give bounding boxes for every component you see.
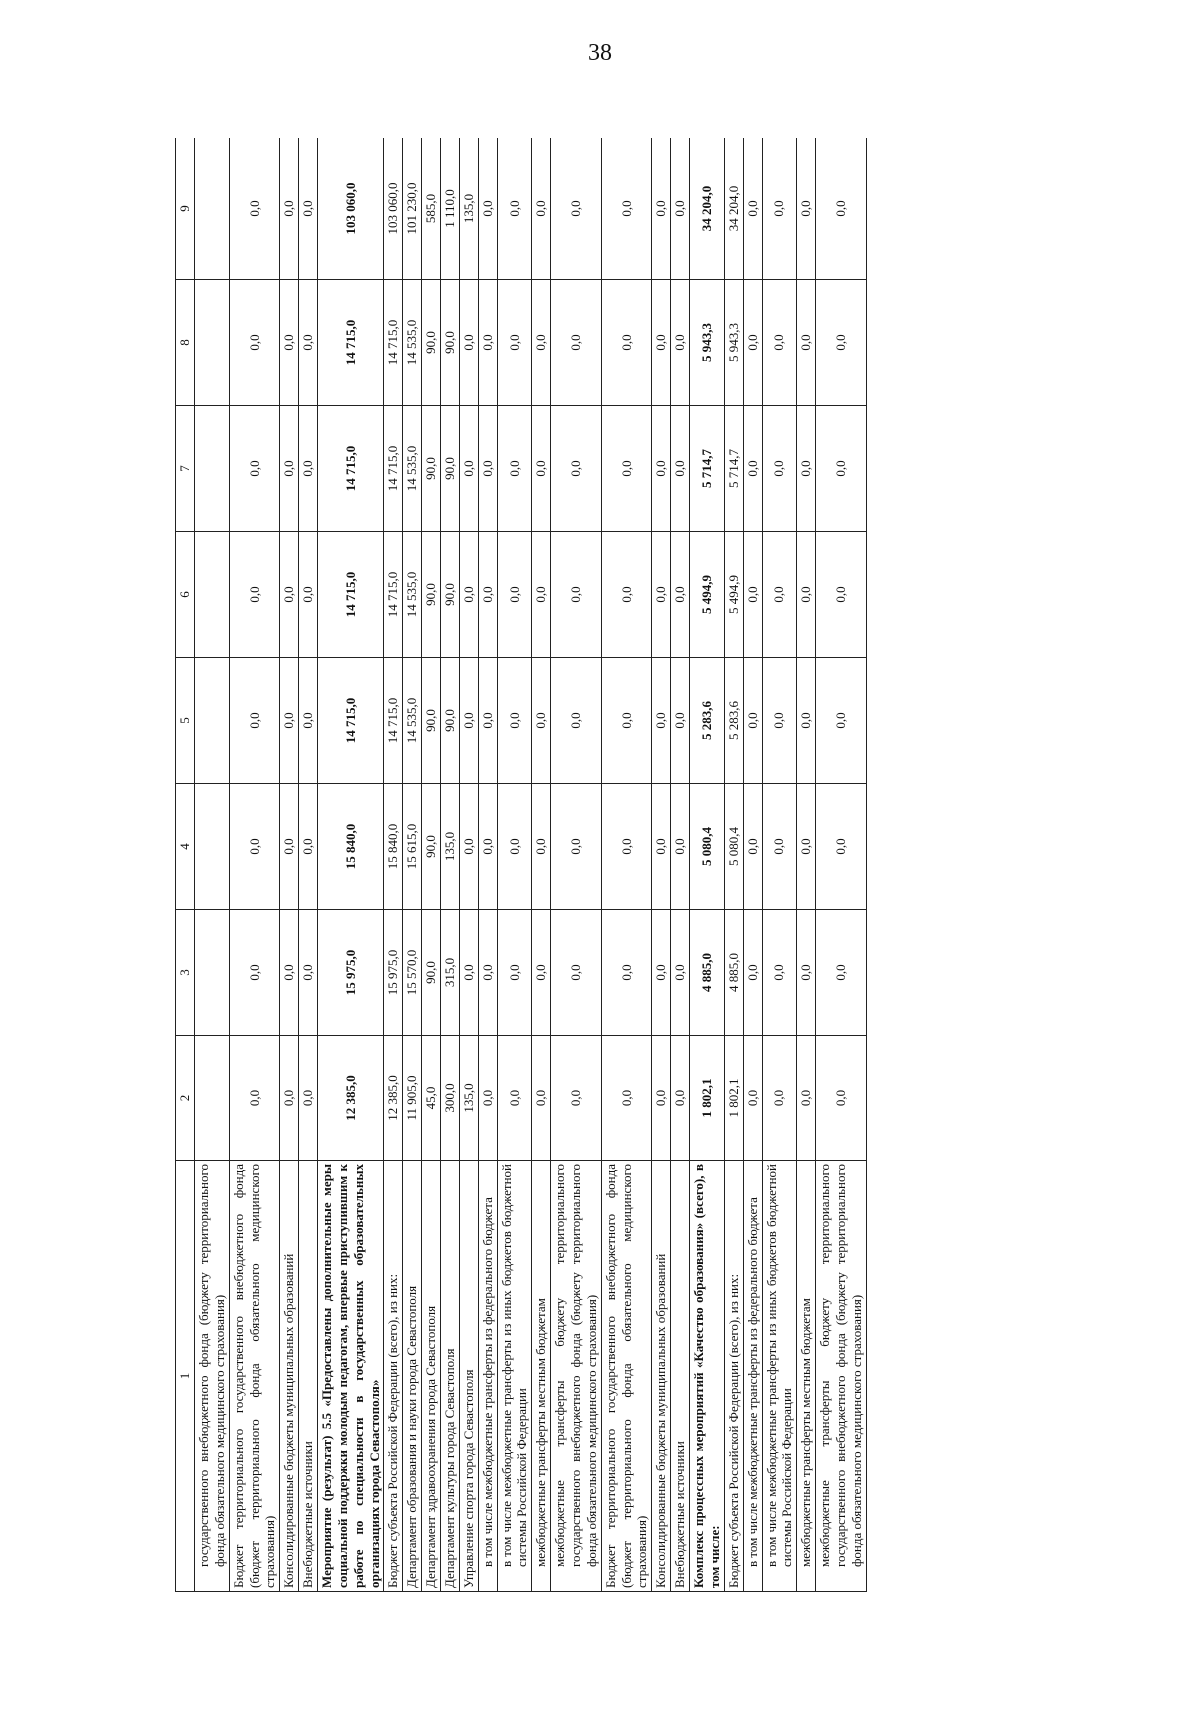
table-body (195, 138, 867, 1592)
table-cell: 34 204,0 (690, 138, 725, 280)
table-cell: 5 943,3 (724, 280, 743, 406)
table-cell: 0,0 (601, 138, 652, 280)
table-cell: 0,0 (280, 138, 299, 280)
row-label: Бюджет субъекта Российской Федерации (всего), из них: (384, 1161, 403, 1592)
table-cell: 0,0 (280, 658, 299, 784)
table-cell: 300,0 (441, 1036, 460, 1161)
table-cell: 0,0 (459, 784, 478, 910)
table-cell: 90,0 (441, 532, 460, 658)
table-cell: 12 385,0 (384, 1036, 403, 1161)
table-cell: 0,0 (816, 910, 867, 1036)
column-header: 1 (176, 1161, 195, 1592)
table-cell (195, 406, 230, 532)
table-row (816, 138, 867, 1592)
table-row (551, 138, 602, 1592)
table-cell: 135,0 (459, 1036, 478, 1161)
table-cell: 0,0 (280, 1036, 299, 1161)
table-cell: 5 714,7 (690, 406, 725, 532)
table-cell: 0,0 (797, 658, 816, 784)
table-cell: 0,0 (497, 280, 532, 406)
table-cell: 90,0 (422, 406, 441, 532)
table-cell: 0,0 (299, 910, 318, 1036)
table-cell: 0,0 (743, 138, 762, 280)
row-label: Внебюджетные источники (671, 1161, 690, 1592)
table-row (195, 138, 230, 1592)
table-cell: 14 535,0 (403, 658, 422, 784)
row-label: Бюджет территориального государственного внебюджетного фонда (бюджет территориального фонда обязательного медицинского страхования) (229, 1161, 280, 1592)
table-cell: 14 715,0 (384, 532, 403, 658)
row-label: Консолидированные бюджеты муниципальных образований (652, 1161, 671, 1592)
table-cell: 0,0 (762, 280, 797, 406)
table-cell: 0,0 (652, 784, 671, 910)
table-cell (195, 910, 230, 1036)
table-cell: 0,0 (652, 1036, 671, 1161)
table-cell: 0,0 (816, 784, 867, 910)
table-cell: 0,0 (816, 138, 867, 280)
table-cell: 0,0 (280, 910, 299, 1036)
table-cell: 0,0 (816, 406, 867, 532)
table-cell: 0,0 (478, 280, 497, 406)
table-cell: 0,0 (229, 658, 280, 784)
row-label: Бюджет территориального государственного внебюджетного фонда (бюджет территориального фонда обязательного медицинского страхования) (601, 1161, 652, 1592)
table-cell (195, 138, 230, 280)
row-label: в том числе межбюджетные трансферты из иных бюджетов бюджетной системы Российской Федерации (497, 1161, 532, 1592)
table-cell: 14 715,0 (384, 280, 403, 406)
table-cell: 0,0 (797, 910, 816, 1036)
table-cell: 0,0 (601, 1036, 652, 1161)
table-cell: 0,0 (671, 784, 690, 910)
table-cell: 0,0 (551, 658, 602, 784)
row-label: Бюджет субъекта Российской Федерации (всего), из них: (724, 1161, 743, 1592)
column-header: 3 (176, 910, 195, 1036)
table-cell: 90,0 (422, 784, 441, 910)
table-cell: 15 615,0 (403, 784, 422, 910)
table-cell: 0,0 (551, 406, 602, 532)
table-cell: 0,0 (497, 138, 532, 280)
table-row (762, 138, 797, 1592)
table-cell: 0,0 (671, 532, 690, 658)
column-header: 6 (176, 532, 195, 658)
table-cell: 0,0 (497, 1036, 532, 1161)
table-cell (195, 658, 230, 784)
table-cell: 0,0 (299, 784, 318, 910)
table-cell: 0,0 (601, 406, 652, 532)
table-cell: 0,0 (762, 910, 797, 1036)
table-cell: 0,0 (532, 280, 551, 406)
table-cell: 0,0 (743, 658, 762, 784)
table-row (459, 138, 478, 1592)
table-cell: 0,0 (551, 280, 602, 406)
table-row (318, 138, 384, 1592)
table-cell: 585,0 (422, 138, 441, 280)
table-cell: 0,0 (797, 532, 816, 658)
table-header-row (176, 138, 195, 1592)
table-cell: 0,0 (671, 910, 690, 1036)
table-cell: 0,0 (601, 910, 652, 1036)
table-cell: 0,0 (551, 784, 602, 910)
table-cell: 0,0 (762, 1036, 797, 1161)
table-cell: 0,0 (671, 138, 690, 280)
table-cell: 0,0 (652, 658, 671, 784)
table-cell: 0,0 (743, 784, 762, 910)
table-cell: 0,0 (229, 280, 280, 406)
table-cell: 14 535,0 (403, 532, 422, 658)
table-cell: 0,0 (478, 658, 497, 784)
table-cell: 0,0 (459, 280, 478, 406)
table-cell: 0,0 (459, 406, 478, 532)
column-header: 2 (176, 1036, 195, 1161)
column-header: 8 (176, 280, 195, 406)
table-cell: 0,0 (551, 532, 602, 658)
table-cell: 0,0 (497, 658, 532, 784)
table-cell (195, 532, 230, 658)
table-cell: 0,0 (229, 532, 280, 658)
table-row (652, 138, 671, 1592)
table-cell: 0,0 (671, 658, 690, 784)
table-row (532, 138, 551, 1592)
table-cell: 0,0 (532, 138, 551, 280)
table-row (671, 138, 690, 1592)
column-header: 5 (176, 658, 195, 784)
table-cell: 0,0 (478, 1036, 497, 1161)
table-cell: 5 283,6 (690, 658, 725, 784)
table-cell: 101 230,0 (403, 138, 422, 280)
table-row (724, 138, 743, 1592)
rotated-table-sheet (175, 138, 1140, 1592)
table-cell: 0,0 (478, 784, 497, 910)
table-cell: 0,0 (762, 406, 797, 532)
table-cell: 0,0 (601, 532, 652, 658)
table-cell: 0,0 (229, 406, 280, 532)
table-row (478, 138, 497, 1592)
table-cell: 0,0 (280, 532, 299, 658)
table-cell: 5 494,9 (690, 532, 725, 658)
table-cell: 0,0 (652, 406, 671, 532)
table-cell: 0,0 (671, 406, 690, 532)
table-row (690, 138, 725, 1592)
table-cell: 0,0 (532, 784, 551, 910)
table-cell: 14 715,0 (318, 532, 384, 658)
table-cell: 1 110,0 (441, 138, 460, 280)
table-cell: 5 943,3 (690, 280, 725, 406)
page-number: 38 (588, 40, 612, 66)
table-cell: 90,0 (441, 658, 460, 784)
table-cell: 0,0 (797, 406, 816, 532)
table-cell: 0,0 (478, 138, 497, 280)
table-cell: 4 885,0 (724, 910, 743, 1036)
table-cell: 5 080,4 (724, 784, 743, 910)
row-label: Мероприятие (результат) 5.5 «Предоставлены дополнительные меры социальной поддержки молодым педагогам, впервые приступившим к работе по специальности в государственных образовательных организациях города Севастополя» (318, 1161, 384, 1592)
row-label: Управление спорта города Севастополя (459, 1161, 478, 1592)
table-cell: 0,0 (762, 658, 797, 784)
table-cell: 135,0 (459, 138, 478, 280)
table-cell: 45,0 (422, 1036, 441, 1161)
row-label: межбюджетные трансферты местным бюджетам (532, 1161, 551, 1592)
table-cell: 0,0 (601, 280, 652, 406)
column-header: 9 (176, 138, 195, 280)
table-cell: 5 080,4 (690, 784, 725, 910)
table-cell: 0,0 (652, 138, 671, 280)
table-cell: 0,0 (478, 532, 497, 658)
table-cell: 0,0 (532, 532, 551, 658)
table-cell: 0,0 (280, 280, 299, 406)
row-label: Департамент здравоохранения города Севастополя (422, 1161, 441, 1592)
table-cell: 0,0 (497, 784, 532, 910)
row-label: Департамент образования и науки города Севастополя (403, 1161, 422, 1592)
table-row (280, 138, 299, 1592)
table-row (299, 138, 318, 1592)
table-cell: 0,0 (532, 658, 551, 784)
table-cell: 5 283,6 (724, 658, 743, 784)
table-row (403, 138, 422, 1592)
table-row (422, 138, 441, 1592)
table-cell: 0,0 (299, 1036, 318, 1161)
table-cell: 15 975,0 (318, 910, 384, 1036)
rotated-table-container (175, 138, 1140, 1592)
row-label: межбюджетные трансферты бюджету территориального государственного внебюджетного фонда (бюджету территориального фонда обязательного медицинского страхования) (816, 1161, 867, 1592)
table-cell: 0,0 (532, 1036, 551, 1161)
table-row (441, 138, 460, 1592)
table-cell: 0,0 (299, 280, 318, 406)
table-cell: 90,0 (422, 658, 441, 784)
row-label: в том числе межбюджетные трансферты из иных бюджетов бюджетной системы Российской Федерации (762, 1161, 797, 1592)
row-label: Комплекс процессных мероприятий «Качество образования» (всего), в том числе: (690, 1161, 725, 1592)
table-cell: 0,0 (743, 280, 762, 406)
table-cell (195, 280, 230, 406)
table-cell: 135,0 (441, 784, 460, 910)
table-cell: 4 885,0 (690, 910, 725, 1036)
row-label: Департамент культуры города Севастополя (441, 1161, 460, 1592)
table-cell: 0,0 (299, 406, 318, 532)
table-cell (195, 784, 230, 910)
table-cell: 0,0 (229, 910, 280, 1036)
table-cell: 0,0 (816, 532, 867, 658)
table-cell: 0,0 (551, 138, 602, 280)
table-cell: 0,0 (459, 532, 478, 658)
table-row (743, 138, 762, 1592)
row-label: Внебюджетные источники (299, 1161, 318, 1592)
table-cell: 14 715,0 (384, 406, 403, 532)
table-cell: 0,0 (229, 784, 280, 910)
table-cell: 15 975,0 (384, 910, 403, 1036)
table-cell: 0,0 (671, 1036, 690, 1161)
table-cell: 0,0 (816, 1036, 867, 1161)
table-cell: 14 535,0 (403, 406, 422, 532)
column-header: 4 (176, 784, 195, 910)
table-cell (195, 1036, 230, 1161)
table-cell: 0,0 (532, 910, 551, 1036)
table-cell: 15 570,0 (403, 910, 422, 1036)
table-row (384, 138, 403, 1592)
table-cell: 0,0 (478, 406, 497, 532)
table-row (797, 138, 816, 1592)
table-cell: 34 204,0 (724, 138, 743, 280)
table-cell: 0,0 (652, 532, 671, 658)
table-cell: 0,0 (229, 1036, 280, 1161)
table-cell: 0,0 (459, 658, 478, 784)
table-cell: 0,0 (299, 532, 318, 658)
table-cell: 12 385,0 (318, 1036, 384, 1161)
row-label: межбюджетные трансферты местным бюджетам (797, 1161, 816, 1592)
table-cell: 0,0 (299, 138, 318, 280)
table-cell: 0,0 (532, 406, 551, 532)
table-cell: 15 840,0 (318, 784, 384, 910)
table-cell: 0,0 (762, 532, 797, 658)
table-cell: 0,0 (229, 138, 280, 280)
table-cell: 1 802,1 (690, 1036, 725, 1161)
table-cell: 90,0 (422, 532, 441, 658)
table-cell: 90,0 (422, 280, 441, 406)
table-cell: 5 714,7 (724, 406, 743, 532)
table-cell: 103 060,0 (384, 138, 403, 280)
row-label: в том числе межбюджетные трансферты из федерального бюджета (743, 1161, 762, 1592)
table-cell: 0,0 (497, 406, 532, 532)
table-cell: 0,0 (797, 784, 816, 910)
table-row (229, 138, 280, 1592)
table-cell: 90,0 (441, 280, 460, 406)
table-row (601, 138, 652, 1592)
table-cell: 11 905,0 (403, 1036, 422, 1161)
row-label: государственного внебюджетного фонда (бюджету территориального фонда обязательного медицинского страхования) (195, 1161, 230, 1592)
table-cell: 0,0 (299, 658, 318, 784)
row-label: Консолидированные бюджеты муниципальных образований (280, 1161, 299, 1592)
table-cell: 0,0 (743, 1036, 762, 1161)
table-cell: 0,0 (743, 910, 762, 1036)
table-cell: 0,0 (280, 406, 299, 532)
table-cell: 90,0 (441, 406, 460, 532)
table-cell: 0,0 (652, 910, 671, 1036)
table-cell: 0,0 (601, 784, 652, 910)
table-cell: 0,0 (551, 1036, 602, 1161)
table-cell: 103 060,0 (318, 138, 384, 280)
table-cell: 0,0 (671, 280, 690, 406)
table-cell: 0,0 (762, 784, 797, 910)
table-cell: 14 535,0 (403, 280, 422, 406)
table-cell: 0,0 (743, 406, 762, 532)
table-cell: 14 715,0 (318, 280, 384, 406)
table-cell: 0,0 (652, 280, 671, 406)
table-cell: 14 715,0 (318, 406, 384, 532)
table-cell: 14 715,0 (384, 658, 403, 784)
table-cell: 0,0 (743, 532, 762, 658)
column-header: 7 (176, 406, 195, 532)
table-cell: 1 802,1 (724, 1036, 743, 1161)
table-cell: 0,0 (797, 280, 816, 406)
table-cell: 90,0 (422, 910, 441, 1036)
table-cell: 0,0 (478, 910, 497, 1036)
table-cell: 0,0 (551, 910, 602, 1036)
table-cell: 315,0 (441, 910, 460, 1036)
table-row (497, 138, 532, 1592)
table-cell: 14 715,0 (318, 658, 384, 784)
table-cell: 0,0 (497, 910, 532, 1036)
table-cell: 0,0 (280, 784, 299, 910)
table-cell: 0,0 (459, 910, 478, 1036)
table-cell: 0,0 (816, 280, 867, 406)
table-cell: 0,0 (762, 138, 797, 280)
row-label: межбюджетные трансферты бюджету территориального государственного внебюджетного фонда (бюджету территориального фонда обязательного медицинского страхования) (551, 1161, 602, 1592)
table-cell: 15 840,0 (384, 784, 403, 910)
table-cell: 0,0 (816, 658, 867, 784)
table-cell: 0,0 (797, 138, 816, 280)
table-cell: 5 494,9 (724, 532, 743, 658)
table-cell: 0,0 (601, 658, 652, 784)
table-cell: 0,0 (497, 532, 532, 658)
row-label: в том числе межбюджетные трансферты из федерального бюджета (478, 1161, 497, 1592)
table-cell: 0,0 (797, 1036, 816, 1161)
budget-table (175, 138, 867, 1592)
